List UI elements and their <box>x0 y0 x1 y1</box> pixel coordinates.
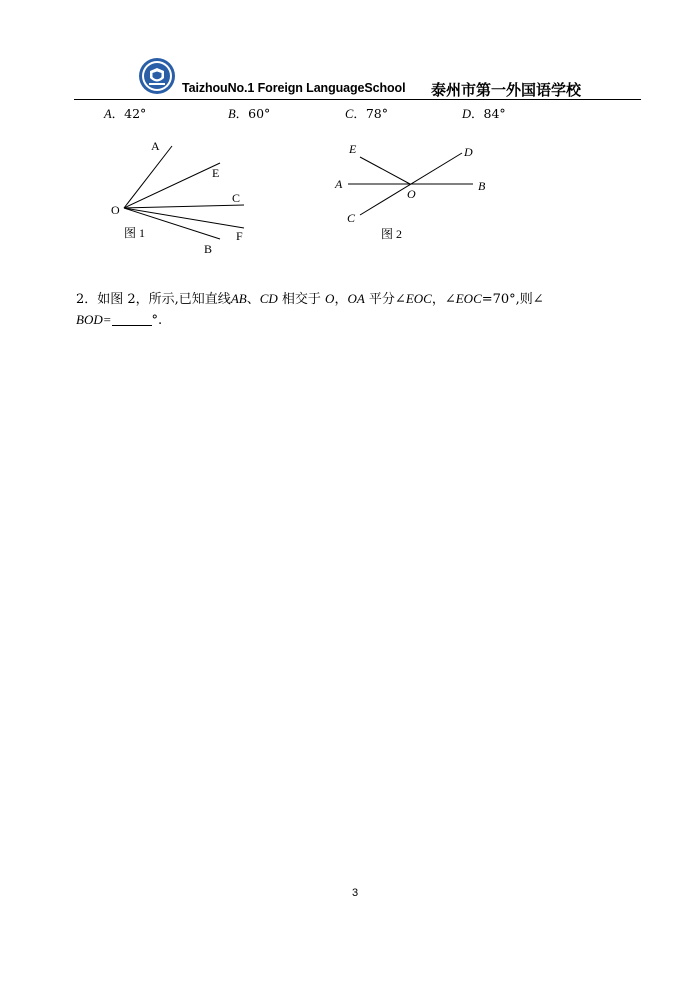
label-b: B <box>204 242 213 256</box>
school-name-chinese: 泰州市第一外国语学校 <box>431 81 582 99</box>
school-logo <box>138 57 176 95</box>
figure-1-caption: 图 1 <box>124 226 146 240</box>
option-b: B．60° <box>228 106 271 121</box>
ray-oe <box>360 157 410 184</box>
page-number: 3 <box>352 887 359 899</box>
ray-oa <box>124 146 172 208</box>
label-c: C <box>232 191 241 205</box>
label-f: F <box>236 229 243 243</box>
school-name-english: TaizhouNo.1 Foreign LanguageSchool <box>182 81 406 95</box>
label-a: A <box>151 139 160 153</box>
answer-blank[interactable] <box>112 313 152 326</box>
label-o: O <box>407 187 416 201</box>
label-d: D <box>464 145 473 159</box>
question-2-line-1: 2．如图 2，所示,已知直线AB、CD 相交于 O，OA 平分∠EOC，∠EOC=70°,则∠ <box>76 291 544 307</box>
label-a: A <box>335 177 343 191</box>
label-c: C <box>347 211 356 225</box>
label-e: E <box>212 166 220 180</box>
option-c: C．78° <box>345 106 388 121</box>
header-rule <box>74 99 641 100</box>
option-a: A．42° <box>104 106 147 121</box>
question-2-line-2: BOD= °. <box>76 312 163 328</box>
figure-1 <box>108 136 258 258</box>
option-d: D．84° <box>462 106 506 121</box>
label-o: O <box>111 203 120 217</box>
label-b: B <box>478 179 486 193</box>
ray-oc <box>124 205 244 208</box>
figure-2-caption: 图 2 <box>381 227 403 241</box>
label-e: E <box>349 142 357 156</box>
figure-2 <box>330 140 500 244</box>
ray-oe <box>124 163 220 208</box>
ray-of <box>124 208 244 228</box>
